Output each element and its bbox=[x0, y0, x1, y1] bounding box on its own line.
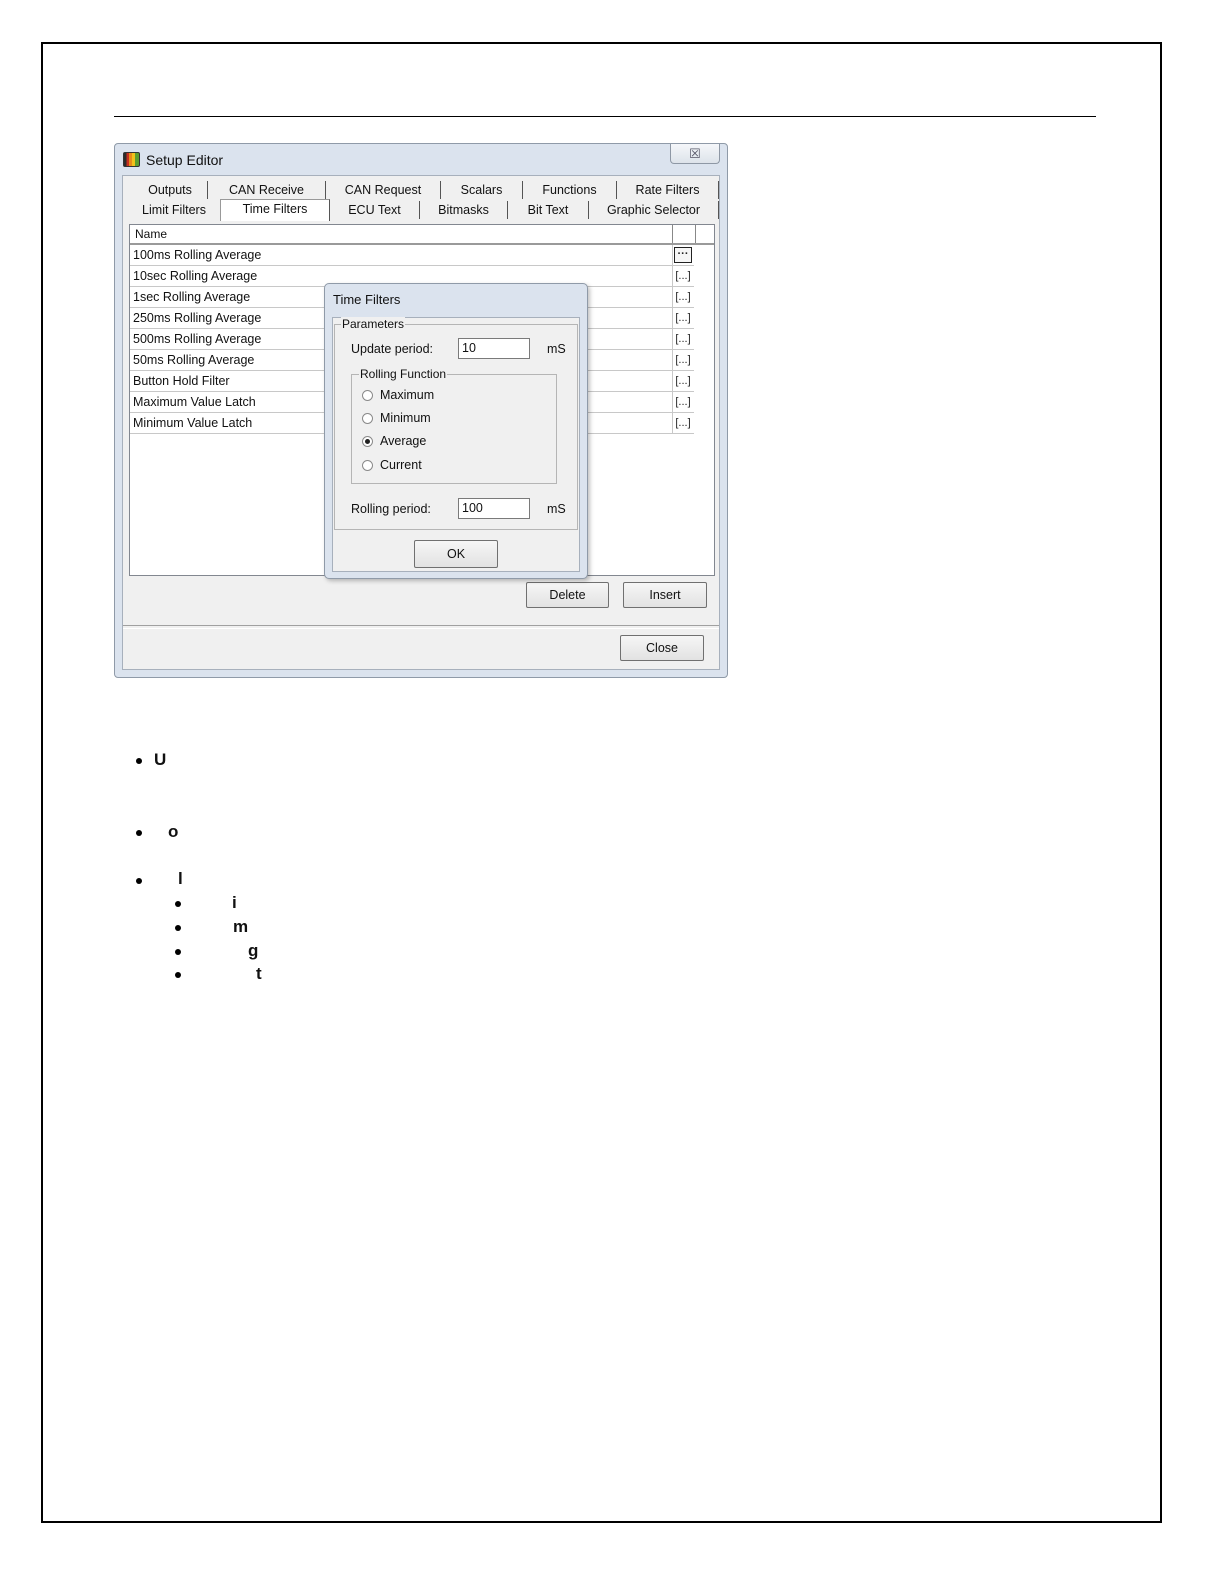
rolling-function-legend: Rolling Function bbox=[360, 367, 447, 381]
window-title: Setup Editor bbox=[146, 152, 224, 168]
ok-button[interactable]: OK bbox=[414, 540, 498, 568]
bullet-item: U bbox=[154, 750, 167, 769]
bullet-dot bbox=[136, 830, 142, 836]
header-rule bbox=[114, 116, 1096, 117]
option-average-label: Average bbox=[380, 434, 427, 448]
button-column-header bbox=[672, 225, 696, 243]
row-label: 50ms Rolling Average bbox=[133, 353, 255, 367]
row-label: Button Hold Filter bbox=[133, 374, 230, 388]
row-divider bbox=[672, 413, 673, 434]
option-current-label: Current bbox=[380, 458, 422, 472]
row-edit-button[interactable]: [...] bbox=[675, 354, 691, 366]
update-period-input[interactable]: 10 bbox=[458, 338, 530, 359]
bullet-dot bbox=[136, 758, 142, 764]
delete-button[interactable]: Delete bbox=[526, 582, 609, 608]
row-edit-button[interactable]: [...] bbox=[675, 270, 691, 282]
title-bar[interactable] bbox=[115, 144, 727, 174]
row-divider bbox=[672, 287, 673, 308]
tab-time-filters[interactable]: Time Filters bbox=[220, 199, 330, 221]
bullet-item: o bbox=[168, 822, 179, 841]
sub-bullet-dot bbox=[175, 949, 181, 955]
dialog-title: Time Filters bbox=[333, 292, 401, 307]
row-edit-button[interactable]: [...] bbox=[675, 312, 691, 324]
tab-can-request[interactable]: CAN Request bbox=[326, 181, 441, 199]
radio-average[interactable] bbox=[362, 436, 373, 447]
row-label: Minimum Value Latch bbox=[133, 416, 253, 430]
radio-current[interactable] bbox=[362, 460, 373, 471]
rolling-period-input[interactable]: 100 bbox=[458, 498, 530, 519]
tab-graphic-selector[interactable]: Graphic Selector bbox=[589, 201, 719, 219]
row-label: 100ms Rolling Average bbox=[133, 248, 262, 262]
sub-bullet-dot bbox=[175, 901, 181, 907]
rolling-period-unit: mS bbox=[547, 502, 566, 516]
tab-scalars[interactable]: Scalars bbox=[441, 181, 523, 199]
row-edit-button[interactable]: [...] bbox=[675, 396, 691, 408]
tab-ecu-text[interactable]: ECU Text bbox=[330, 201, 420, 219]
tab-rate-filters[interactable]: Rate Filters bbox=[617, 181, 719, 199]
row-label: 10sec Rolling Average bbox=[133, 269, 258, 283]
row-divider bbox=[672, 329, 673, 350]
sub-bullet-item: m bbox=[233, 917, 249, 936]
list-item[interactable] bbox=[130, 245, 694, 266]
sub-bullet-item: t bbox=[256, 964, 262, 983]
row-edit-button[interactable]: [...] bbox=[675, 417, 691, 429]
radio-maximum[interactable] bbox=[362, 390, 373, 401]
row-label: 1sec Rolling Average bbox=[133, 290, 251, 304]
app-icon bbox=[123, 152, 140, 167]
tab-bitmasks[interactable]: Bitmasks bbox=[420, 201, 508, 219]
row-label: 500ms Rolling Average bbox=[133, 332, 262, 346]
tab-bit-text[interactable]: Bit Text bbox=[508, 201, 589, 219]
row-divider bbox=[672, 371, 673, 392]
sub-bullet-item: i bbox=[232, 893, 237, 912]
sub-bullet-item: g bbox=[248, 941, 259, 960]
footer-divider bbox=[123, 625, 719, 629]
tab-functions[interactable]: Functions bbox=[523, 181, 617, 199]
tab-can-receive[interactable]: CAN Receive bbox=[208, 181, 326, 199]
insert-button[interactable]: Insert bbox=[623, 582, 707, 608]
row-divider bbox=[672, 392, 673, 413]
close-icon: ☒ bbox=[689, 146, 701, 161]
row-edit-button[interactable]: [...] bbox=[675, 375, 691, 387]
row-label: 250ms Rolling Average bbox=[133, 311, 262, 325]
time-filters-dialog bbox=[324, 283, 588, 579]
parameters-legend: Parameters bbox=[342, 317, 405, 331]
bullet-item: l bbox=[178, 869, 183, 888]
row-edit-button[interactable]: ··· bbox=[674, 247, 692, 263]
row-divider bbox=[672, 308, 673, 329]
option-maximum-label: Maximum bbox=[380, 388, 435, 402]
row-divider bbox=[672, 245, 673, 266]
close-window-button[interactable] bbox=[670, 144, 720, 164]
row-edit-button[interactable]: [...] bbox=[675, 333, 691, 345]
list-header bbox=[130, 225, 714, 245]
update-period-unit: mS bbox=[547, 342, 566, 356]
row-divider bbox=[672, 266, 673, 287]
row-divider bbox=[672, 350, 673, 371]
tab-outputs[interactable]: Outputs bbox=[133, 181, 208, 199]
row-edit-button[interactable]: [...] bbox=[675, 291, 691, 303]
row-label: Maximum Value Latch bbox=[133, 395, 256, 409]
update-period-label: Update period: bbox=[351, 342, 434, 356]
sub-bullet-dot bbox=[175, 972, 181, 978]
bullet-dot bbox=[136, 878, 142, 884]
sub-bullet-dot bbox=[175, 925, 181, 931]
name-column-header[interactable]: Name bbox=[135, 227, 168, 241]
radio-minimum[interactable] bbox=[362, 413, 373, 424]
close-button[interactable]: Close bbox=[620, 635, 704, 661]
rolling-period-label: Rolling period: bbox=[351, 502, 431, 516]
option-minimum-label: Minimum bbox=[380, 411, 431, 425]
tab-limit-filters[interactable]: Limit Filters bbox=[142, 203, 206, 217]
dialog-client-area bbox=[332, 317, 580, 572]
